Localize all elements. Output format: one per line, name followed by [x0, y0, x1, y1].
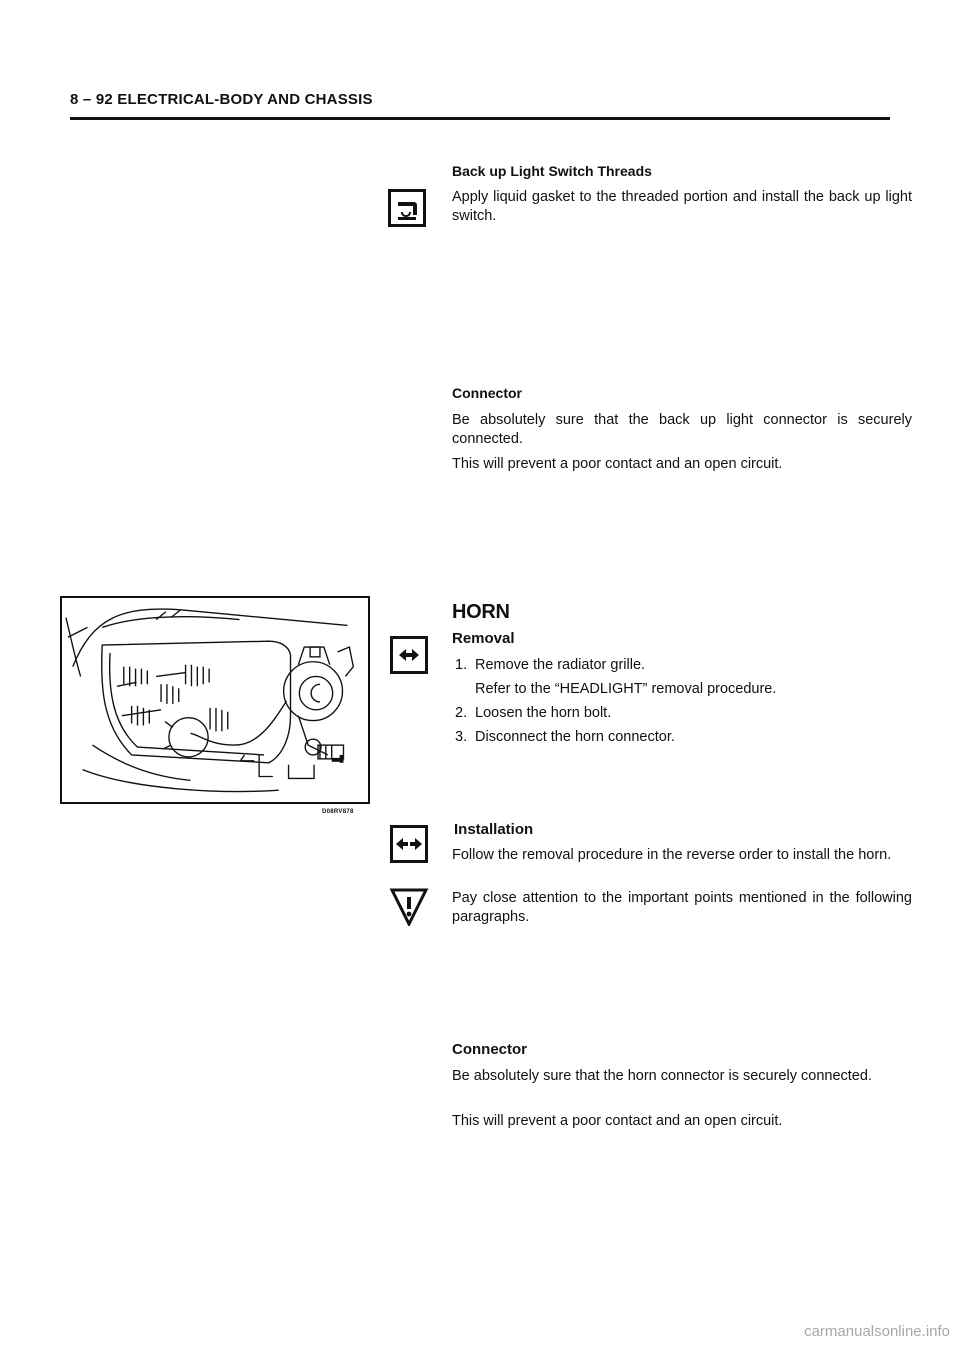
page-header-title: 8 – 92 ELECTRICAL-BODY AND CHASSIS [70, 91, 373, 108]
watermark: carmanualsonline.info [804, 1323, 950, 1340]
paragraph-switch-threads: Apply liquid gasket to the threaded portion and install the back up light switch. [452, 189, 912, 224]
removal-arrows-icon [390, 636, 428, 674]
removal-step: 3. Disconnect the horn connector. [455, 729, 675, 745]
removal-step-note: Refer to the “HEADLIGHT” removal procedure. [475, 681, 777, 697]
paragraph-connector-2: This will prevent a poor contact and an open circuit. [452, 456, 783, 472]
important-note-paragraph: Pay close attention to the important points mentioned in the following paragraphs. [452, 890, 912, 925]
removal-step: 1. Remove the radiator grille. [455, 657, 646, 673]
removal-step: 2. Loosen the horn bolt. [455, 705, 612, 721]
horn-connector-paragraph-2: This will prevent a poor contact and an open circuit. [452, 1113, 783, 1129]
horn-title: HORN [452, 601, 510, 623]
liquid-gasket-icon [388, 189, 426, 227]
installation-paragraph: Follow the removal procedure in the reverse order to install the horn. [452, 847, 892, 863]
header-divider [70, 117, 890, 120]
important-point-icon [389, 886, 429, 926]
figure-code: D08RV878 [322, 809, 354, 815]
installation-arrows-icon [390, 825, 428, 863]
horn-location-illustration [60, 596, 370, 804]
removal-steps [455, 655, 776, 747]
section-heading-connector: Connector [452, 385, 522, 401]
installation-heading: Installation [454, 821, 534, 838]
removal-heading: Removal [452, 630, 515, 647]
paragraph-connector-1: Be absolutely sure that the back up light connector is securely connected. [452, 412, 912, 447]
horn-connector-heading: Connector [452, 1041, 527, 1058]
horn-connector-paragraph-1: Be absolutely sure that the horn connector is securely connected. [452, 1068, 872, 1084]
section-heading-switch-threads: Back up Light Switch Threads [452, 163, 652, 179]
